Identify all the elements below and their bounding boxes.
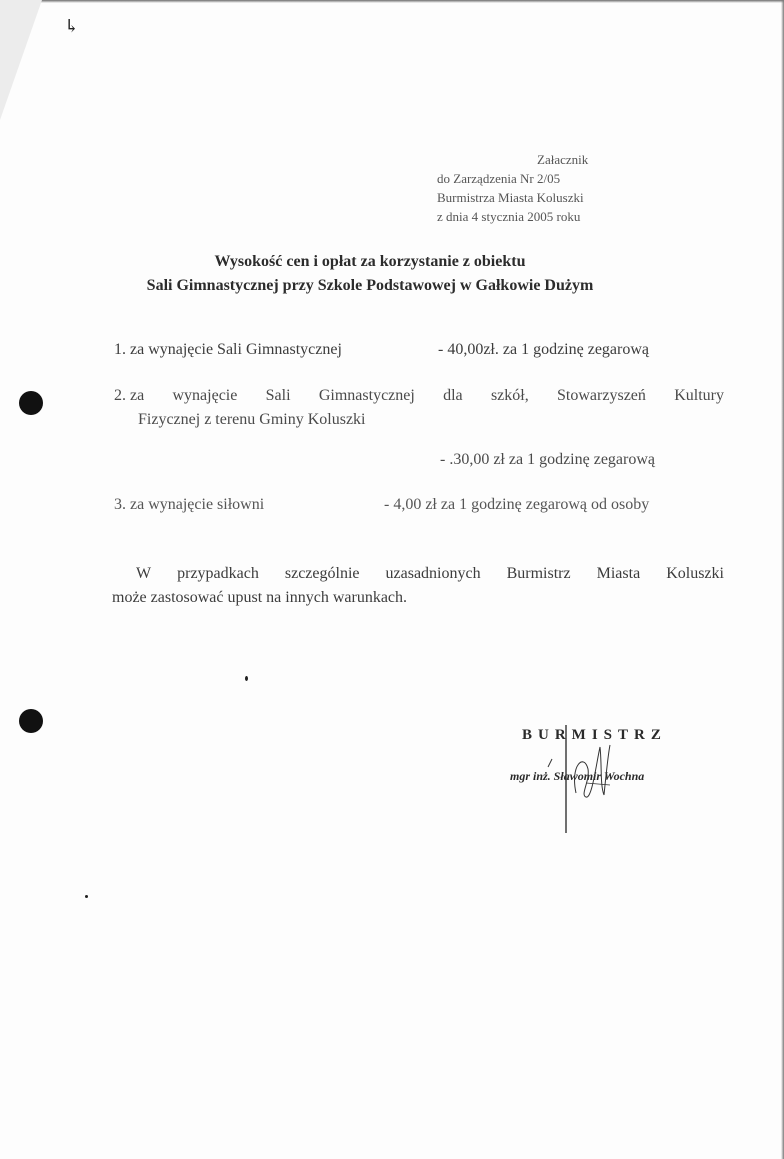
folded-corner-shadow: [0, 0, 42, 120]
corner-mark-icon: ↳: [64, 16, 80, 36]
attachment-line: Załacznik: [537, 152, 589, 167]
item-text: za wynajęcie Sali Gimnastycznej: [130, 341, 342, 358]
punch-hole-icon: [19, 709, 43, 733]
speck-mark: [85, 895, 88, 898]
title-line: Wysokość cen i opłat za korzystanie z obiektu: [214, 253, 526, 270]
paragraph-line: W przypadkach szczególnie uzasadnionych Burmistrz Miasta Koluszki: [136, 565, 724, 582]
item-text-line: Fizycznej z terenu Gminy Koluszki: [138, 411, 366, 428]
signature-name: mgr inż. Sławomir Wochna: [510, 769, 645, 783]
item-number: 3.: [114, 496, 126, 513]
speck-mark: [245, 676, 248, 681]
item-word: wynajęcie: [172, 387, 238, 404]
item-word: Gimnastycznej: [318, 387, 415, 404]
scan-edge-top: [0, 0, 784, 3]
attachment-line: z dnia 4 stycznia 2005 roku: [437, 209, 581, 224]
item-word: dla: [443, 387, 463, 404]
fee-item-1: [114, 341, 650, 359]
signature-block: [510, 725, 730, 845]
item-word: Stowarzyszeń: [557, 387, 646, 404]
attachment-line: Burmistrza Miasta Koluszki: [437, 190, 584, 205]
item-text-line: [114, 384, 724, 408]
title-line: Sali Gimnastycznej przy Szkole Podstawowej w Gałkowie Dużym: [146, 277, 594, 294]
attachment-header: [437, 150, 657, 226]
signature-title: BURMISTRZ: [522, 727, 667, 743]
attachment-line: do Zarządzenia Nr 2/05: [437, 171, 561, 186]
handwritten-signature-icon: [540, 725, 620, 835]
item-price: - 40,00zł. za 1 godzinę zegarową: [438, 341, 650, 358]
item-word: Sali: [265, 387, 291, 404]
item-price: - 4,00 zł za 1 godzinę zegarową od osoby: [384, 496, 650, 513]
closing-paragraph: [112, 562, 724, 610]
document-title: [40, 250, 700, 298]
punch-hole-icon: [19, 391, 43, 415]
item-word: Kultury: [674, 387, 724, 404]
item-price: - .30,00 zł za 1 godzinę zegarową: [440, 451, 656, 468]
fee-item-3: [114, 496, 650, 514]
item-word: szkół,: [490, 387, 529, 404]
item-text: za wynajęcie siłowni: [130, 496, 265, 513]
item-number: 1.: [114, 341, 126, 358]
paragraph-line: może zastosować upust na innych warunkach.: [112, 589, 408, 606]
item-number-word: 2. za: [114, 387, 145, 404]
fee-item-2: [114, 384, 724, 432]
